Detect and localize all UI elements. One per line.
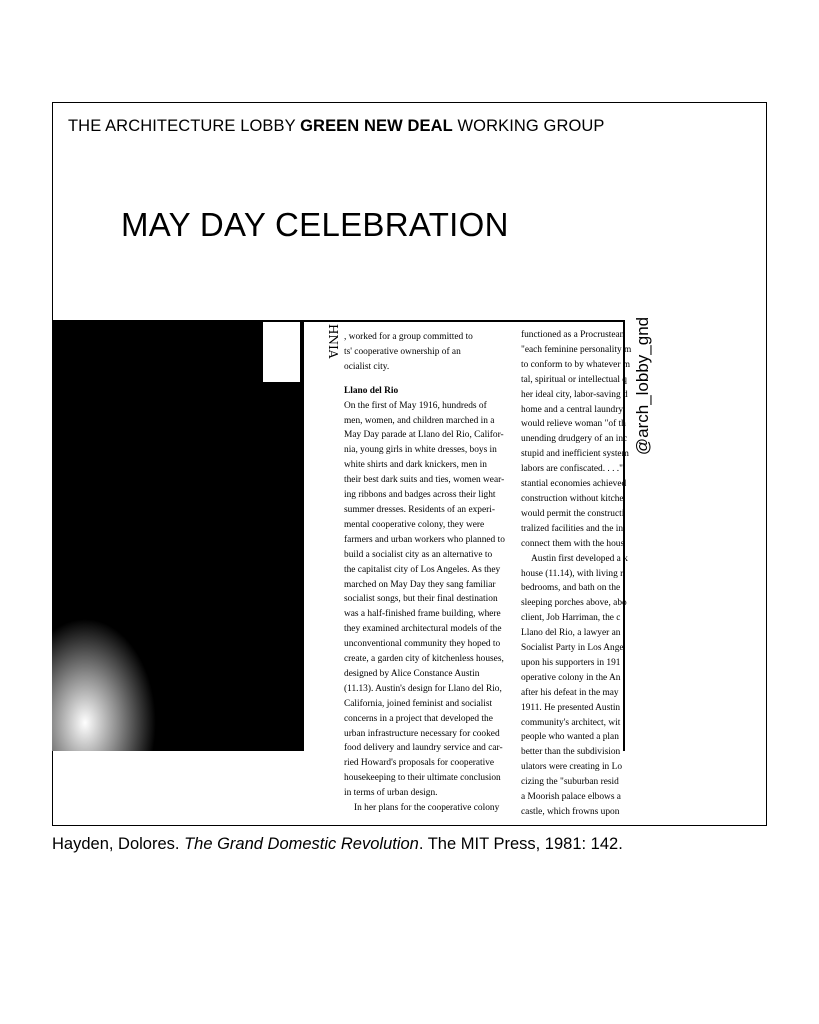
text-line: house (11.14), with living r bbox=[521, 568, 624, 579]
text-line: concerns in a project that developed the bbox=[344, 713, 493, 724]
text-line: designed by Alice Constance Austin bbox=[344, 668, 480, 679]
text-line: construction without kitche bbox=[521, 493, 624, 504]
handle-text: @arch_lobby_gnd bbox=[633, 316, 652, 456]
text-line: May Day parade at Llano del Rio, Califor- bbox=[344, 430, 504, 441]
header-prefix: THE ARCHITECTURE LOBBY bbox=[68, 117, 301, 135]
scan-edge bbox=[300, 320, 304, 751]
excerpt-right-para-2 bbox=[521, 552, 628, 820]
text-line: ts' cooperative ownership of an bbox=[344, 346, 461, 357]
text-line: they examined architectural models of the bbox=[344, 624, 502, 635]
text-line: unending drudgery of an inc bbox=[521, 434, 628, 445]
text-line: urban infrastructure necessary for cooked bbox=[344, 728, 500, 739]
text-line: connect them with the hous bbox=[521, 538, 625, 549]
citation bbox=[52, 835, 623, 854]
text-line: On the first of May 1916, hundreds of bbox=[344, 400, 487, 411]
text-line: socialist songs, but their final destination bbox=[344, 594, 498, 605]
text-line: stantial economies achieved bbox=[521, 479, 627, 490]
text-line: summer dresses. Residents of an experi- bbox=[344, 504, 496, 515]
text-line: home and a central laundry bbox=[521, 404, 624, 415]
scan-top-border bbox=[263, 320, 625, 322]
excerpt-top-lines bbox=[344, 330, 516, 375]
scan-noise bbox=[52, 610, 162, 751]
text-line: people who wanted a plan bbox=[521, 732, 619, 743]
text-line: her ideal city, labor-saving d bbox=[521, 389, 628, 400]
text-line: ing ribbons and badges across their light bbox=[344, 490, 496, 501]
text-line: unconventional community they hoped to bbox=[344, 639, 501, 650]
text-line: operative colony in the An bbox=[521, 672, 621, 683]
header-suffix: WORKING GROUP bbox=[452, 117, 605, 135]
text-line: 1911. He presented Austin bbox=[521, 702, 621, 713]
text-line: to conform to by whatever m bbox=[521, 359, 631, 370]
text-line: create, a garden city of kitchenless houses, bbox=[344, 654, 504, 665]
citation-author: Hayden, Dolores. bbox=[52, 835, 185, 853]
text-line: Austin first developed a k bbox=[531, 553, 628, 564]
text-line: mental cooperative colony, they were bbox=[344, 519, 485, 530]
text-line: bedrooms, and bath on the bbox=[521, 583, 621, 594]
text-line: "each feminine personality m bbox=[521, 344, 632, 355]
text-line: tal, spiritual or intellectual q bbox=[521, 374, 627, 385]
handwritten-note: HNIA bbox=[326, 324, 340, 359]
header-bold: GREEN NEW DEAL bbox=[300, 117, 453, 135]
text-line: men, women, and children marched in a bbox=[344, 415, 495, 426]
text-line: cizing the "suburban resid bbox=[521, 777, 619, 788]
text-line: was a half-finished frame building, where bbox=[344, 609, 501, 620]
text-line: stupid and inefficient system bbox=[521, 449, 629, 460]
text-line: client, Job Harriman, the c bbox=[521, 613, 621, 624]
excerpt-column-left bbox=[344, 330, 516, 816]
text-line: white shirts and dark knickers, men in bbox=[344, 460, 487, 471]
text-line: , worked for a group committed to bbox=[344, 332, 473, 342]
text-line: ocialist city. bbox=[344, 361, 390, 372]
text-line: the capitalist city of Los Angeles. As they bbox=[344, 564, 501, 575]
text-line: a Moorish palace elbows a bbox=[521, 792, 621, 803]
text-line: tralized facilities and the in bbox=[521, 523, 624, 534]
text-line: housekeeping to their ultimate conclusion bbox=[344, 773, 501, 784]
text-line: sleeping porches above, abo bbox=[521, 598, 627, 609]
text-line: labors are confiscated. . . ." bbox=[521, 464, 623, 475]
text-line: Llano del Rio, a lawyer an bbox=[521, 628, 621, 639]
text-line: in terms of urban design. bbox=[344, 788, 438, 799]
text-line: ried Howard's proposals for cooperative bbox=[344, 758, 495, 769]
social-handle bbox=[633, 300, 653, 472]
excerpt-body bbox=[344, 399, 516, 801]
text-line: functioned as a Procrustean bbox=[521, 330, 625, 340]
text-line: marched on May Day they sang familiar bbox=[344, 579, 496, 590]
scanned-excerpt bbox=[52, 320, 632, 817]
text-line: build a socialist city as an alternative to bbox=[344, 549, 493, 560]
scan-shadow-notch bbox=[263, 320, 301, 382]
text-line: nia, young girls in white dresses, boys in bbox=[344, 445, 497, 456]
text-line: upon his supporters in 191 bbox=[521, 657, 621, 668]
excerpt-column-right bbox=[521, 328, 632, 820]
excerpt-last-line: In her plans for the cooperative colony bbox=[354, 803, 500, 814]
text-line: California, joined feminist and socialist bbox=[344, 698, 493, 709]
text-line: Socialist Party in Los Ange bbox=[521, 643, 624, 654]
text-line: better than the subdivision bbox=[521, 747, 621, 758]
section-heading: Llano del Rio bbox=[344, 385, 399, 396]
text-line: would relieve woman "of th bbox=[521, 419, 626, 430]
excerpt-right-para-1 bbox=[521, 328, 632, 552]
text-line: food delivery and laundry service and car- bbox=[344, 743, 503, 754]
citation-book-title: The Grand Domestic Revolution bbox=[184, 835, 419, 853]
citation-rest: . The MIT Press, 1981: 142. bbox=[418, 835, 623, 853]
text-line: farmers and urban workers who planned to bbox=[344, 534, 505, 545]
text-line: castle, which frowns upon bbox=[521, 807, 620, 817]
scan-shadow-step bbox=[263, 382, 301, 751]
text-line: community's architect, wit bbox=[521, 717, 621, 728]
text-line: would permit the constructi bbox=[521, 508, 625, 519]
working-group-header bbox=[68, 117, 605, 136]
text-line: ulators were creating in Lo bbox=[521, 762, 623, 773]
text-line: after his defeat in the may bbox=[521, 687, 619, 698]
page-title: MAY DAY CELEBRATION bbox=[121, 206, 509, 243]
text-line: their best dark suits and ties, women wear- bbox=[344, 475, 505, 486]
text-line: (11.13). Austin's design for Llano del Rio, bbox=[344, 683, 502, 694]
